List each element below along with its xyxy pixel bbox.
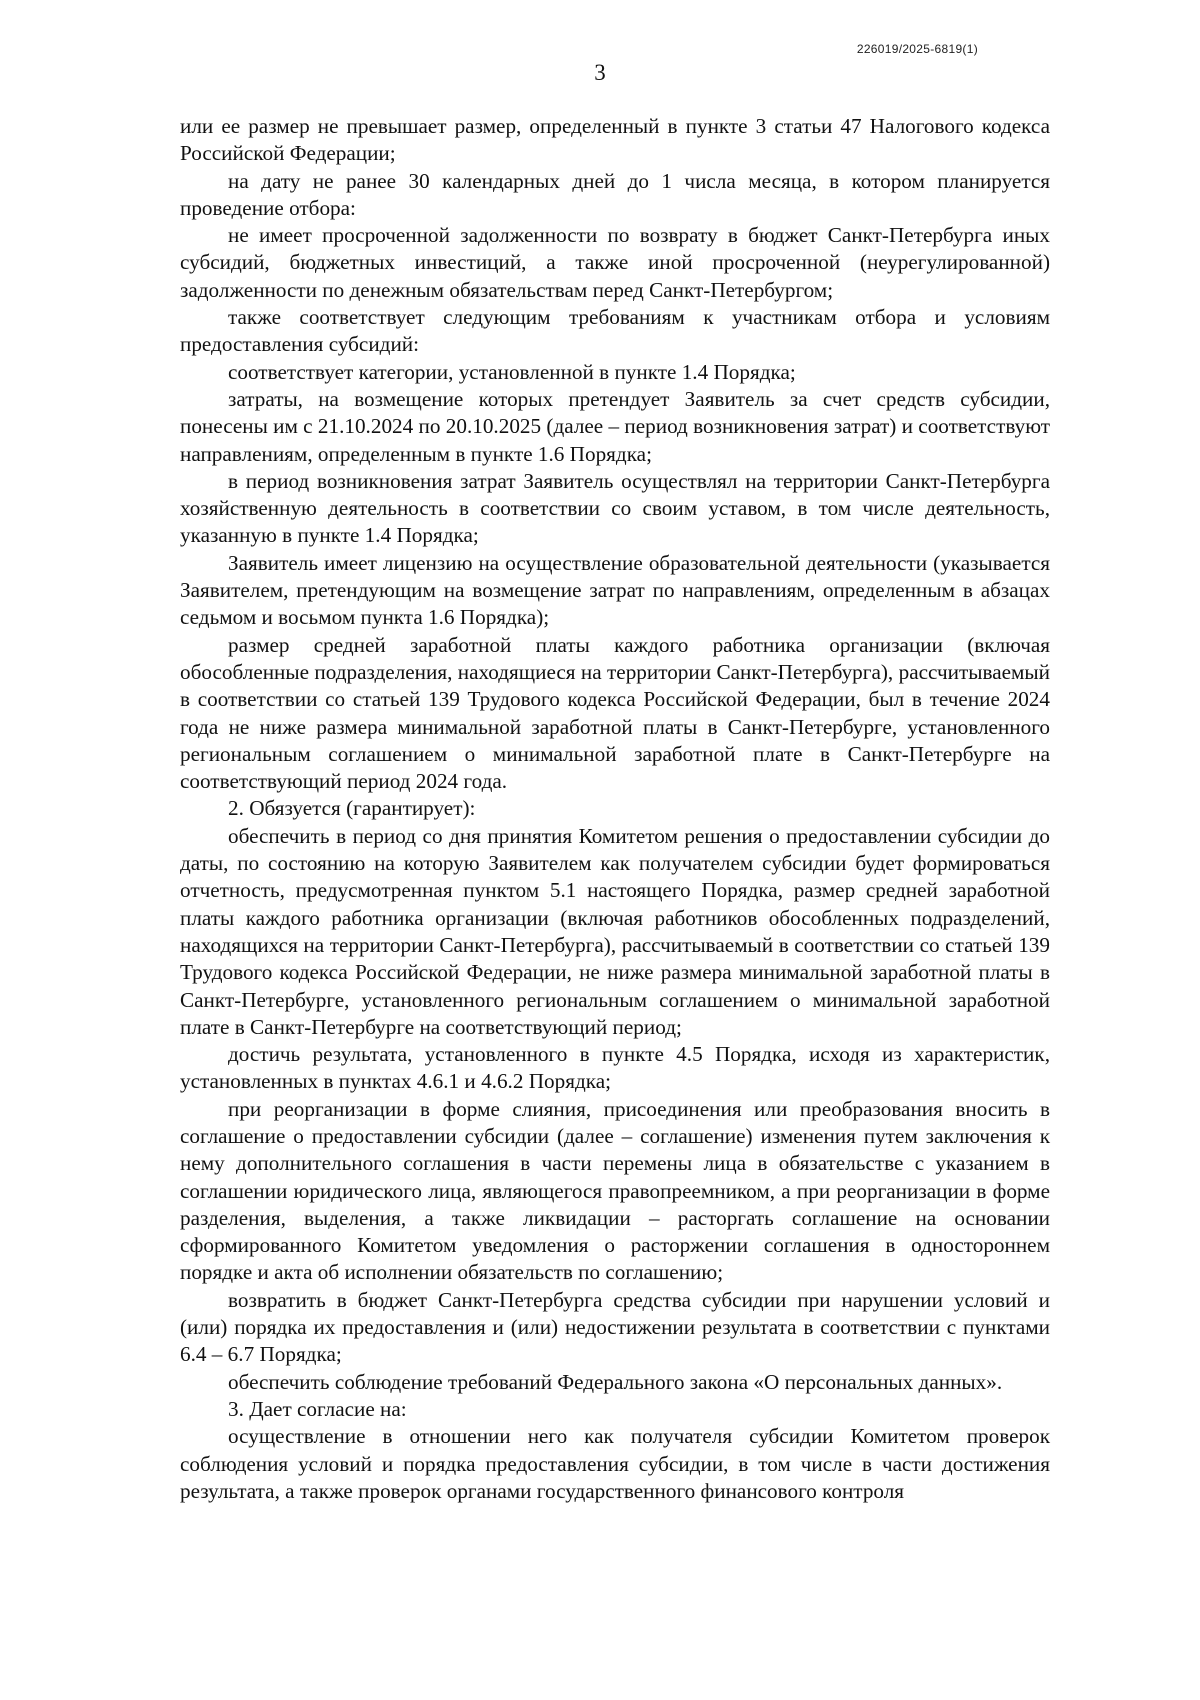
section-heading: 3. Дает согласие на: [228,1396,407,1421]
paragraph: или ее размер не превышает размер, определенный в пункте 3 статьи 47 Налогового кодекса Российской Федерации; [180,114,1050,166]
paragraph: осуществление в отношении него как получателя субсидии Комитетом проверок соблюдения условий и порядка предоставления субсидии, в том числе в части достижения результата, а также проверок органами государственного финансового контроля [180,1424,1050,1503]
document-body [180,113,1050,1505]
paragraph: при реорганизации в форме слияния, присоединения или преобразования вносить в соглашение о предоставлении субсидии (далее – соглашение) изменения путем заключения к нему дополнительного соглашения в части перемены лица в обязательстве с указанием в соглашении юридического лица, являющегося правопреемником, а при реорганизации в форме разделения, выделения, а также ликвидации – расторгать соглашение на основании сформированного Комитетом уведомления о расторжении соглашения в одностороннем порядке и акта об исполнении обязательств по соглашению; [180,1096,1050,1285]
paragraph: соответствует категории, установленной в пункте 1.4 Порядка; [228,359,796,384]
section-heading: 2. Обязуется (гарантирует): [228,796,476,821]
paragraph: обеспечить в период со дня принятия Комитетом решения о предоставлении субсидии до даты, по состоянию на которую Заявителем как получателем субсидии будет формироваться отчетность, предусмотренная пунктом 5.1 настоящего Порядка, размер средней заработной платы каждого работника организации (включая работников обособленных подразделений, находящихся на территории Санкт-Петербурга), рассчитываемый в соответствии со статьей 139 Трудового кодекса Российской Федерации, не ниже размера минимальной заработной платы в Санкт-Петербурге, установленного региональным соглашением о минимальной заработной плате в Санкт-Петербурге на соответствующий период; [180,823,1050,1039]
paragraph: возвратить в бюджет Санкт-Петербурга средства субсидии при нарушении условий и (или) порядка их предоставления и (или) недостижении результата в соответствии с пунктами 6.4 – 6.7 Порядка; [180,1287,1050,1367]
paragraph: на дату не ранее 30 календарных дней до 1 числа месяца, в котором планируется проведение отбора: [180,168,1050,220]
page-number: 3 [594,60,606,85]
paragraph: не имеет просроченной задолженности по возврату в бюджет Санкт-Петербурга иных субсидий, бюджетных инвестиций, а также иной просроченной (неурегулированной) задолженности по денежным обязательствам перед Санкт-Петербургом; [180,223,1050,302]
paragraph: также соответствует следующим требованиям к участникам отбора и условиям предоставления субсидий: [180,305,1050,357]
paragraph: обеспечить соблюдение требований Федерального закона «О персональных данных». [228,1369,1003,1394]
paragraph: в период возникновения затрат Заявитель осуществлял на территории Санкт-Петербурга хозяйственную деятельность в соответствии со своим уставом, в том числе деятельность, указанную в пункте 1.4 Порядка; [180,468,1050,548]
paragraph: затраты, на возмещение которых претендует Заявитель за счет средств субсидии, понесены им с 21.10.2024 по 20.10.2025 (далее – период возникновения затрат) и соответствуют направлениям, определенным в пункте 1.6 Порядка; [180,386,1051,466]
paragraph: достичь результата, установленного в пункте 4.5 Порядка, исходя из характеристик, установленных в пунктах 4.6.1 и 4.6.2 Порядка; [180,1042,1050,1094]
paragraph: размер средней заработной платы каждого работника организации (включая обособленные подразделения, находящиеся на территории Санкт-Петербурга), рассчитываемый в соответствии со статьей 139 Трудового кодекса Российской Федерации, был в течение 2024 года не ниже размера минимальной заработной платы в Санкт-Петербурге, установленного региональным соглашением о минимальной заработной плате в Санкт-Петербурге на соответствующий период 2024 года. [180,632,1050,794]
paragraph: Заявитель имеет лицензию на осуществление образовательной деятельности (указывается Заявителем, претендующим на возмещение затрат по направлениям, определенным в абзацах седьмом и восьмом пункта 1.6 Порядка); [180,550,1050,630]
document-registration-number: 226019/2025-6819(1) [856,42,978,56]
